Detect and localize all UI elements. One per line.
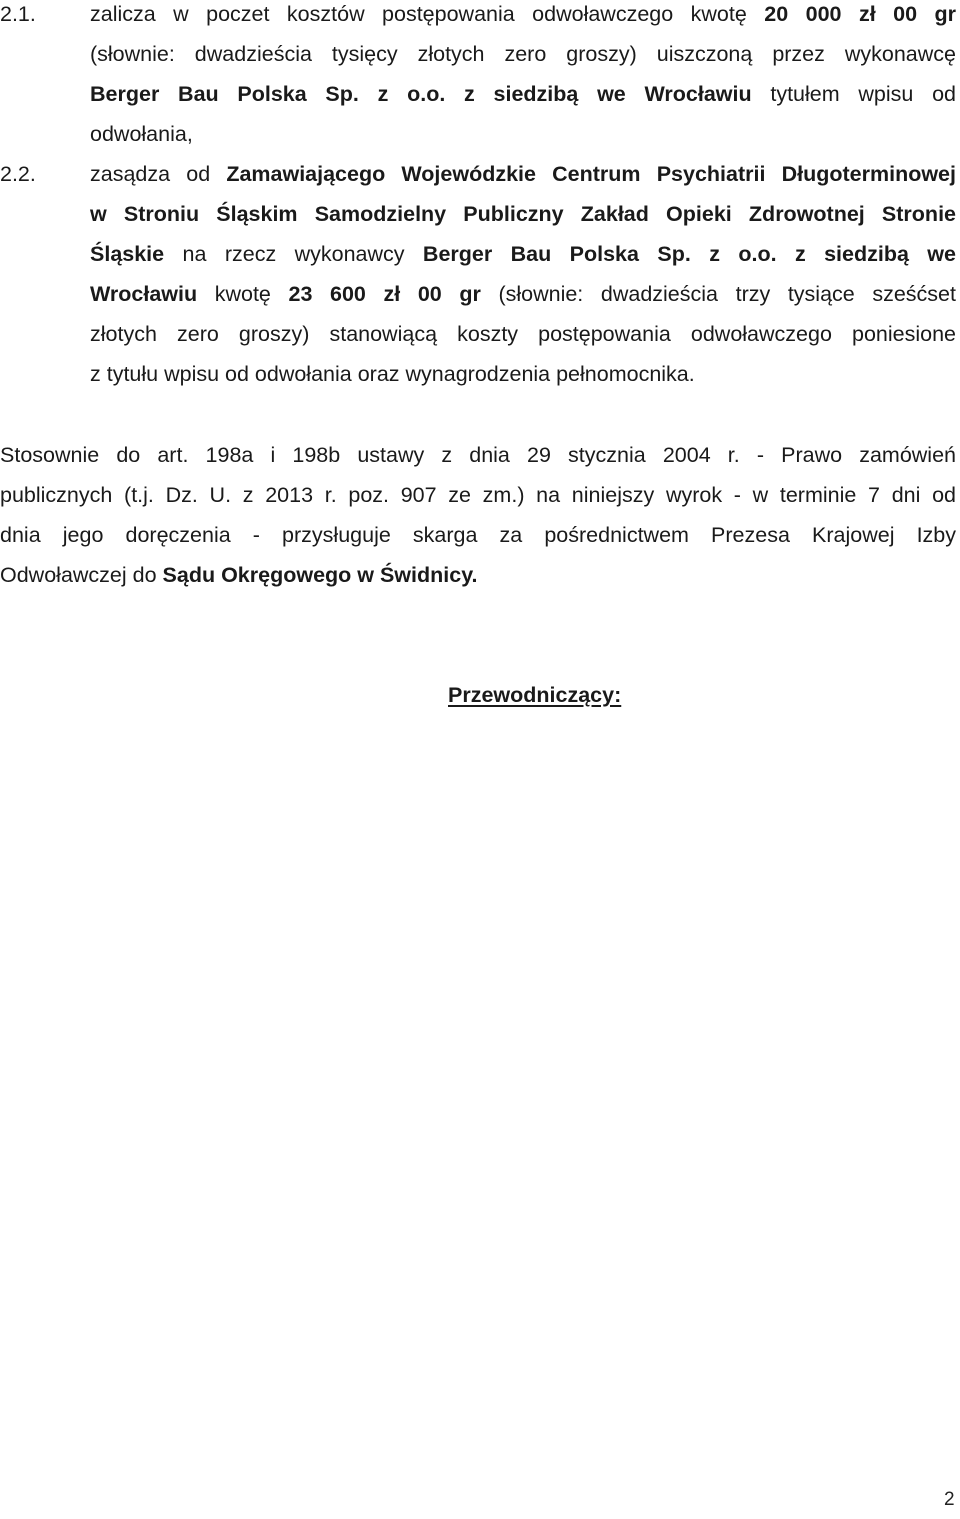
text-run: (słownie: dwadzieścia trzy tysiące sześćset (480, 282, 956, 306)
item-2-paragraph (90, 154, 956, 394)
text-run: tytułem wpisu od (751, 82, 956, 106)
item-1-number: 2.1. (0, 2, 36, 26)
bold-text-run: 23 600 zł 00 gr (288, 282, 481, 306)
text-line (90, 114, 956, 154)
text-run: Stosownie do art. 198a i 198b ustawy z dnia 29 stycznia 2004 r. - Prawo zamówień (0, 443, 956, 467)
text-run: Odwoławczej do (0, 563, 163, 587)
text-run: zasądza od (90, 162, 227, 186)
text-run: (słownie: dwadzieścia tysięcy złotych zero groszy) uiszczoną przez wykonawcę (90, 42, 956, 66)
text-line (90, 274, 956, 314)
page-number: 2 (944, 1489, 955, 1510)
text-run: publicznych (t.j. Dz. U. z 2013 r. poz. 907 ze zm.) na niniejszy wyrok - w terminie 7 dni od (0, 483, 956, 507)
text-run: dnia jego doręczenia - przysługuje skarga za pośrednictwem Prezesa Krajowej Izby (0, 523, 956, 547)
text-run: kwotę (197, 282, 289, 306)
text-line (90, 74, 956, 114)
text-line (90, 234, 956, 274)
item-1-paragraph (90, 0, 956, 154)
text-line (90, 0, 956, 34)
bold-text-run: Śląskie (90, 242, 165, 266)
bold-text-run: w Stroniu Śląskim Samodzielny Publiczny Zakład Opieki Zdrowotnej Stronie (90, 202, 956, 226)
text-run: zalicza w poczet kosztów postępowania odwoławczego kwotę (90, 2, 765, 26)
text-run: odwołania, (90, 122, 193, 146)
text-line (0, 475, 956, 515)
signature-label: Przewodniczący: (448, 683, 622, 707)
text-line (90, 354, 956, 394)
text-line (0, 435, 956, 475)
bold-text-run: Zamawiającego Wojewódzkie Centrum Psychiatrii Długoterminowej (226, 162, 956, 186)
appeal-notice-paragraph (0, 435, 956, 595)
item-2-number: 2.2. (0, 162, 36, 186)
bold-text-run: Berger Bau Polska Sp. z o.o. z siedzibą we (422, 242, 956, 266)
bold-text-run: Sądu Okręgowego w Świdnicy. (162, 563, 478, 587)
text-line (90, 34, 956, 74)
bold-text-run: Wrocławiu (90, 282, 198, 306)
text-line (0, 555, 956, 595)
text-line (0, 515, 956, 555)
text-run: na rzecz wykonawcy (164, 242, 423, 266)
text-line (90, 154, 956, 194)
text-run: złotych zero groszy) stanowiącą koszty postępowania odwoławczego poniesione (90, 322, 956, 346)
bold-text-run: Berger Bau Polska Sp. z o.o. z siedzibą we Wrocławiu (90, 82, 752, 106)
text-line (90, 194, 956, 234)
bold-text-run: 20 000 zł 00 gr (764, 2, 956, 26)
text-run: z tytułu wpisu od odwołania oraz wynagrodzenia pełnomocnika. (90, 362, 695, 386)
text-line (90, 314, 956, 354)
